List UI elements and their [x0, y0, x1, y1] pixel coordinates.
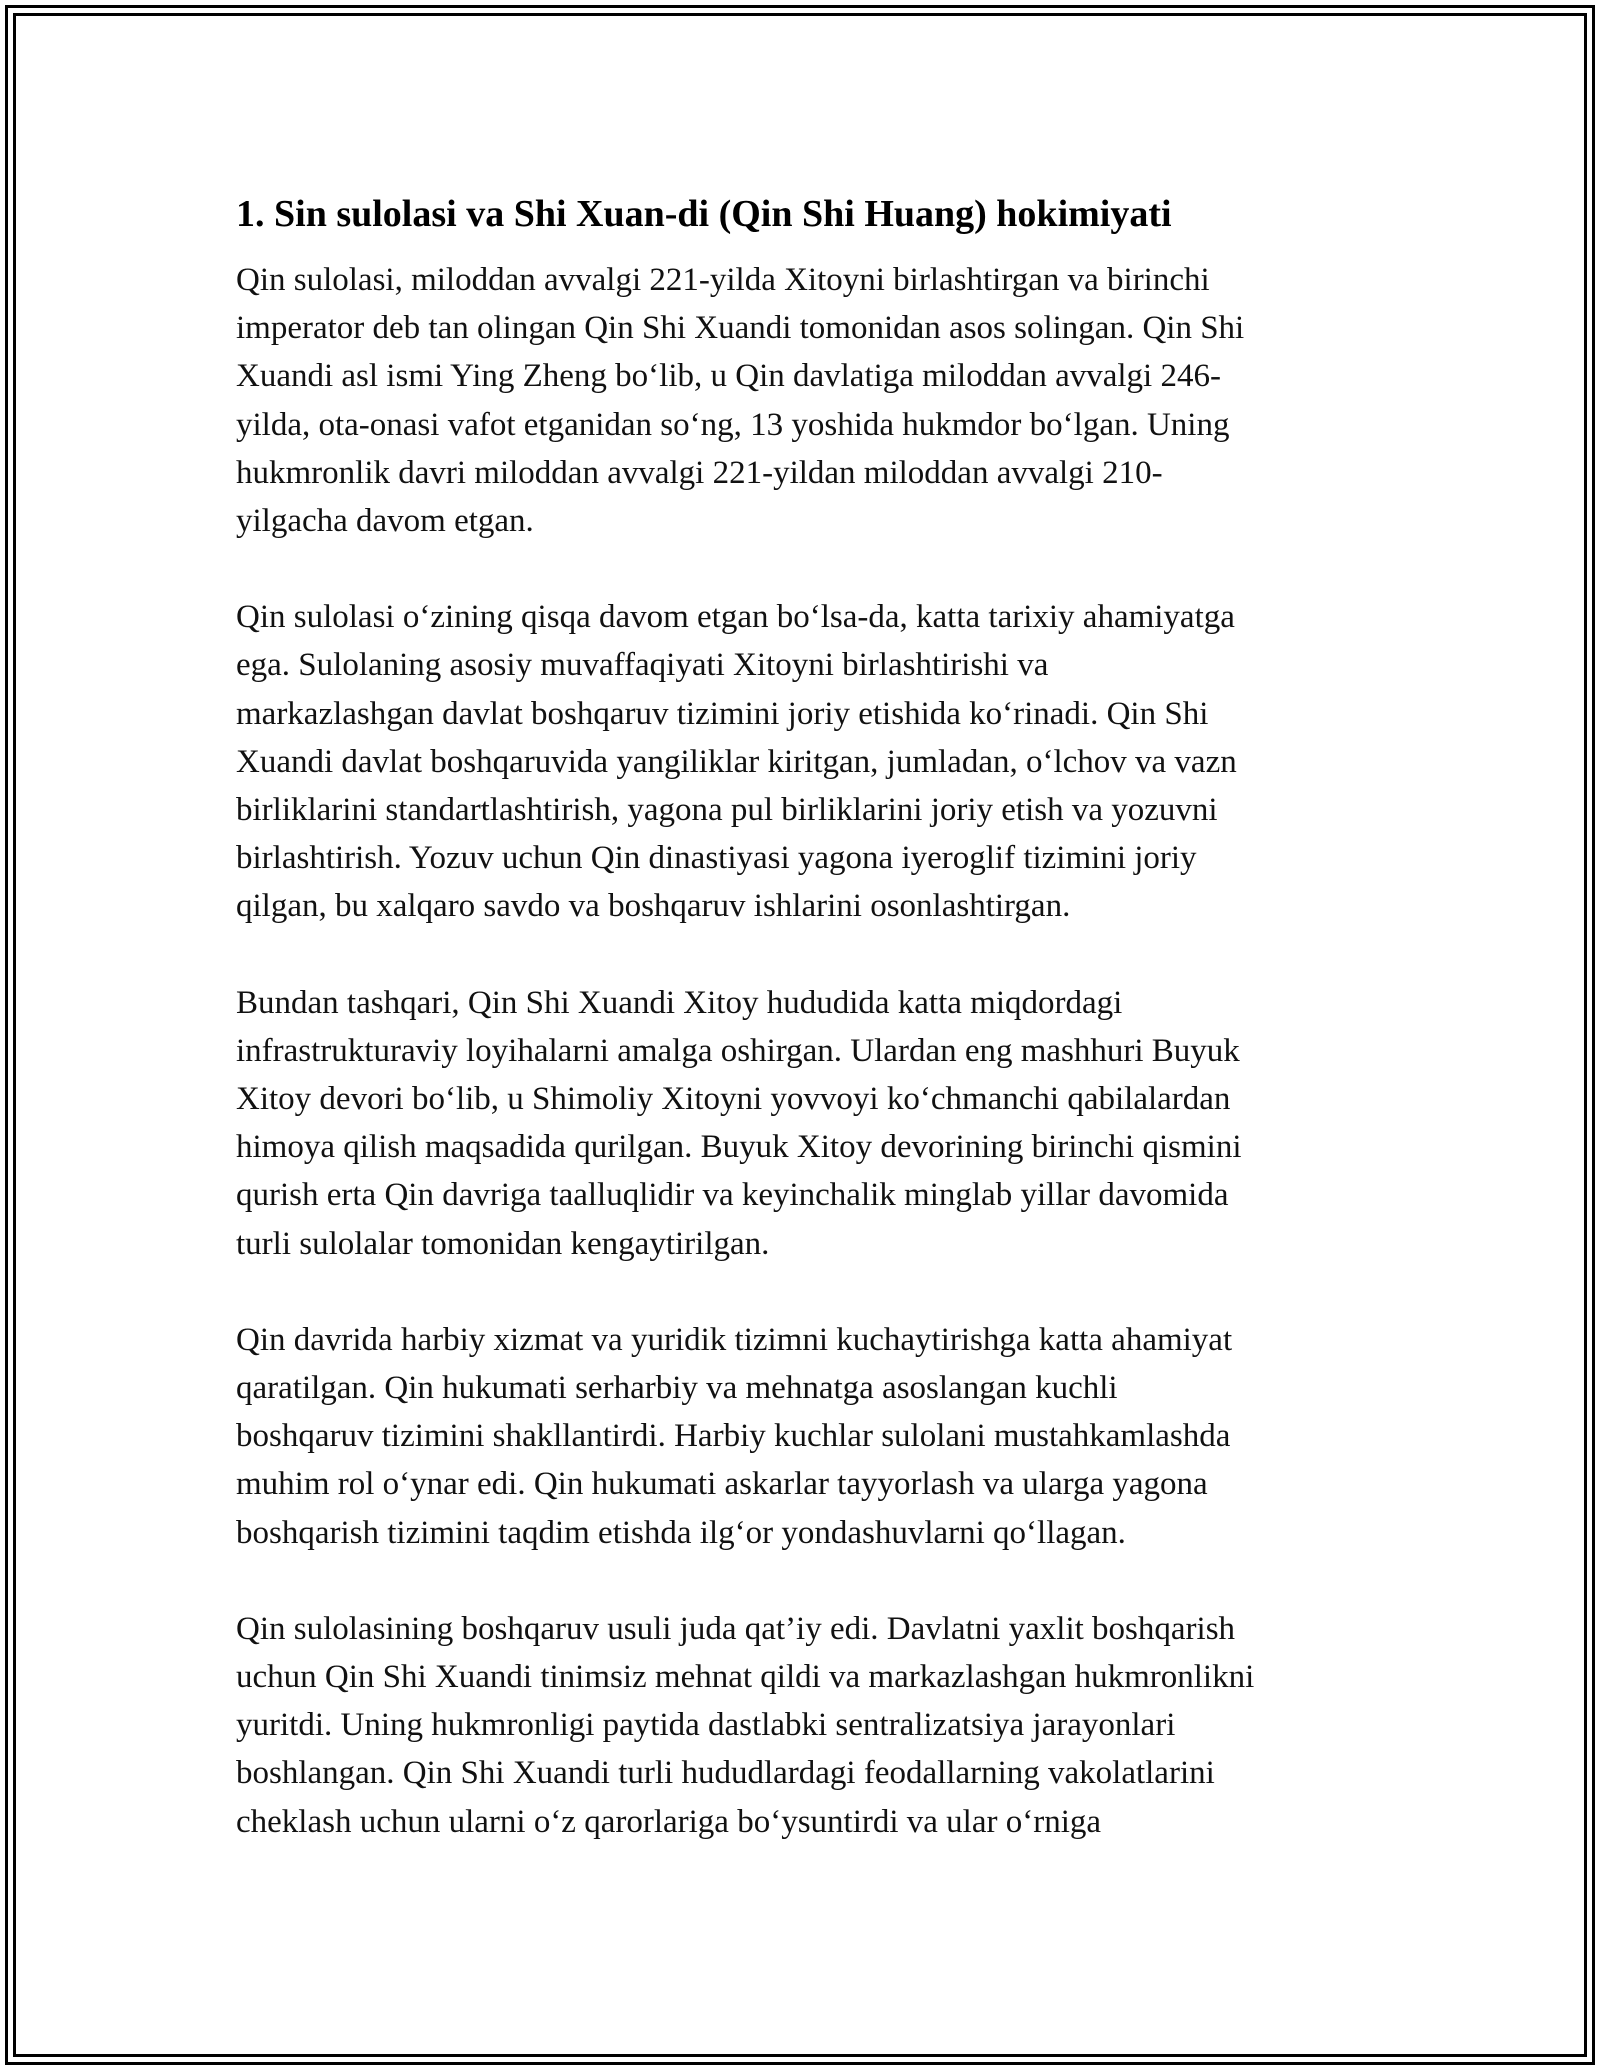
paragraph-line: markazlashgan davlat boshqaruv tizimini joriy etishida ko‘rinadi. Qin Shi — [236, 695, 1209, 732]
paragraph-line: Xitoy devori bo‘lib, u Shimoliy Xitoyni yovvoyi ko‘chmanchi qabilalardan — [236, 1081, 1231, 1118]
paragraph-3 — [236, 979, 1376, 1268]
paragraph-line: boshqaruv tizimini shakllantirdi. Harbiy kuchlar sulolani mustahkamlashda — [236, 1418, 1231, 1455]
paragraph-line: birlashtirish. Yozuv uchun Qin dinastiyasi yagona iyeroglif tizimini joriy — [236, 840, 1197, 877]
paragraph-line: hukmronlik davri miloddan avvalgi 221-yildan miloddan avvalgi 210- — [236, 454, 1163, 491]
document-body — [236, 186, 1376, 1894]
section-heading: 1. Sin sulolasi va Shi Xuan-di (Qin Shi Huang) hokimiyati — [236, 193, 1172, 235]
paragraph-line: Qin sulolasi o‘zining qisqa davom etgan bo‘lsa-da, katta tarixiy ahamiyatga — [236, 599, 1235, 636]
paragraph-line: Qin davrida harbiy xizmat va yuridik tizimni kuchaytirishga katta ahamiyat — [236, 1321, 1233, 1358]
paragraph-line: qaratilgan. Qin hukumati serharbiy va mehnatga asoslangan kuchli — [236, 1370, 1118, 1407]
paragraph-line: Bundan tashqari, Qin Shi Xuandi Xitoy hududida katta miqdordagi — [236, 984, 1123, 1021]
paragraph-line: turli sulolalar tomonidan kengaytirilgan. — [236, 1225, 770, 1262]
paragraph-line: muhim rol o‘ynar edi. Qin hukumati askarlar tayyorlash va ularga yagona — [236, 1466, 1208, 1503]
paragraph-line: qurish erta Qin davriga taalluqlidir va keyinchalik minglab yillar davomida — [236, 1177, 1229, 1214]
paragraph-line: imperator deb tan olingan Qin Shi Xuandi tomonidan asos solingan. Qin Shi — [236, 310, 1245, 347]
paragraph-2 — [236, 593, 1376, 930]
paragraphs-container — [236, 256, 1376, 1846]
paragraph-line: himoya qilish maqsadida qurilgan. Buyuk Xitoy devorining birinchi qismini — [236, 1129, 1242, 1166]
paragraph-line: yuritdi. Uning hukmronligi paytida dastlabki sentralizatsiya jarayonlari — [236, 1707, 1176, 1744]
paragraph-line: uchun Qin Shi Xuandi tinimsiz mehnat qildi va markazlashgan hukmronlikni — [236, 1659, 1255, 1696]
paragraph-line: cheklash uchun ularni o‘z qarorlariga bo‘ysuntirdi va ular o‘rniga — [236, 1803, 1102, 1840]
paragraph-line: Qin sulolasi, miloddan avvalgi 221-yilda Xitoyni birlashtirgan va birinchi — [236, 262, 1210, 298]
paragraph-line: ega. Sulolaning asosiy muvaffaqiyati Xitoyni birlashtirishi va — [236, 647, 1049, 684]
paragraph-line: boshlangan. Qin Shi Xuandi turli hududlardagi feodallarning vakolatlarini — [236, 1755, 1215, 1792]
paragraph-line: Xuandi asl ismi Ying Zheng bo‘lib, u Qin davlatiga miloddan avvalgi 246- — [236, 358, 1221, 395]
paragraph-line: Xuandi davlat boshqaruvida yangiliklar kiritgan, jumladan, o‘lchov va vazn — [236, 743, 1237, 780]
paragraph-line: qilgan, bu xalqaro savdo va boshqaruv ishlarini osonlashtirgan. — [236, 888, 1071, 925]
paragraph-5 — [236, 1605, 1376, 1846]
paragraph-line: yilgacha davom etgan. — [236, 503, 534, 540]
paragraph-line: boshqarish tizimini taqdim etishda ilg‘or yondashuvlarni qo‘llagan. — [236, 1514, 1126, 1551]
paragraph-1 — [236, 256, 1376, 545]
paragraph-line: infrastrukturaviy loyihalarni amalga oshirgan. Ulardan eng mashhuri Buyuk — [236, 1032, 1240, 1069]
paragraph-line: Qin sulolasining boshqaruv usuli juda qat’iy edi. Davlatni yaxlit boshqarish — [236, 1610, 1236, 1647]
paragraph-line: yilda, ota-onasi vafot etganidan so‘ng, 13 yoshida hukmdor bo‘lgan. Uning — [236, 406, 1230, 443]
paragraph-4 — [236, 1316, 1376, 1557]
paragraph-line: birliklarini standartlashtirish, yagona pul birliklarini joriy etish va yozuvni — [236, 792, 1218, 829]
